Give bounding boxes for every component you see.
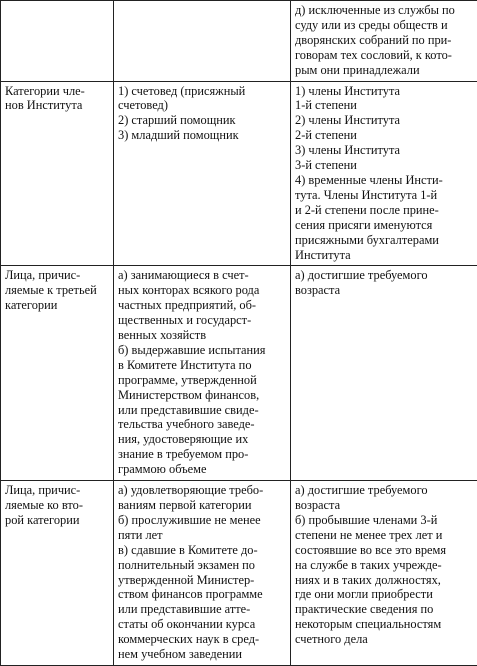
cell-text: 1) члены Института 1-й степени 2) члены Института 2-й степени 3) члены Института 3-й степени 4) временные члены Инсти- тута. Члены Института 1-й и 2-й степени после прине- сения присяги именуются присяжными бухгалтерами Института	[295, 84, 473, 263]
cell-text: а) занимающиеся в счет- ных конторах всякого рода частных предприятий, об- щественных и государст- венных хозяйств б) выдержавшие испытания в Комитете Института по программе, утвержденной Министерством финансов, или представившие свиде- тельства учебного заведе- ния, удостоверяющие их знание в требуемом про- граммою объеме	[118, 268, 286, 477]
cell-text: д) исключенные из службы по суду или из среды обществ и дворянских собраний по при- говорам тех сословий, к кото- рым они принадлежали	[295, 3, 473, 78]
cell-text: Лица, причис- ляемые ко вто- рой категории	[5, 483, 109, 528]
table-cell-row2-col3	[291, 266, 477, 481]
table-cell-row0-col3	[291, 1, 477, 82]
cell-text: а) достигшие требуемого возраста б) пробывшие членами 3-й степени не менее трех лет и состоявшие во все это время на службе в таких учрежде- ниях и в таких должностях, где они могли приобрести практические сведения по некоторым специальностям счетного дела	[295, 483, 473, 647]
cell-text: Лица, причис- ляемые к третьей категории	[5, 268, 109, 313]
table-cell-row2-col1	[1, 266, 114, 481]
table-cell-row3-col3	[291, 481, 477, 666]
table-cell-row3-col2	[114, 481, 291, 666]
table-cell-row1-col3	[291, 81, 477, 266]
cell-text: а) достигшие требуемого возраста	[295, 268, 473, 298]
table-cell-row1-col1	[1, 81, 114, 266]
table-row	[1, 81, 477, 266]
cell-text: Категории чле- нов Института	[5, 84, 109, 114]
table-cell-row3-col1	[1, 481, 114, 666]
cell-text: а) удовлетворяющие требо- ваниям первой категории б) прослужившие не менее пяти лет в) сдавшие в Комитете до- полнительный экзамен по утвержденной Министер- ством финансов программе или представившие атте- статы об окончании курса коммерческих наук в сред- нем учебном заведении	[118, 483, 286, 662]
cell-text: 1) счетовед (присяжный счетовед) 2) старший помощник 3) младший помощник	[118, 84, 286, 144]
table-cell-row0-col2	[114, 1, 291, 82]
table-cell-row2-col2	[114, 266, 291, 481]
table-row	[1, 481, 477, 666]
table-row	[1, 1, 477, 82]
table-cell-row1-col2	[114, 81, 291, 266]
table-row	[1, 266, 477, 481]
table-cell-row0-col1	[1, 1, 114, 82]
